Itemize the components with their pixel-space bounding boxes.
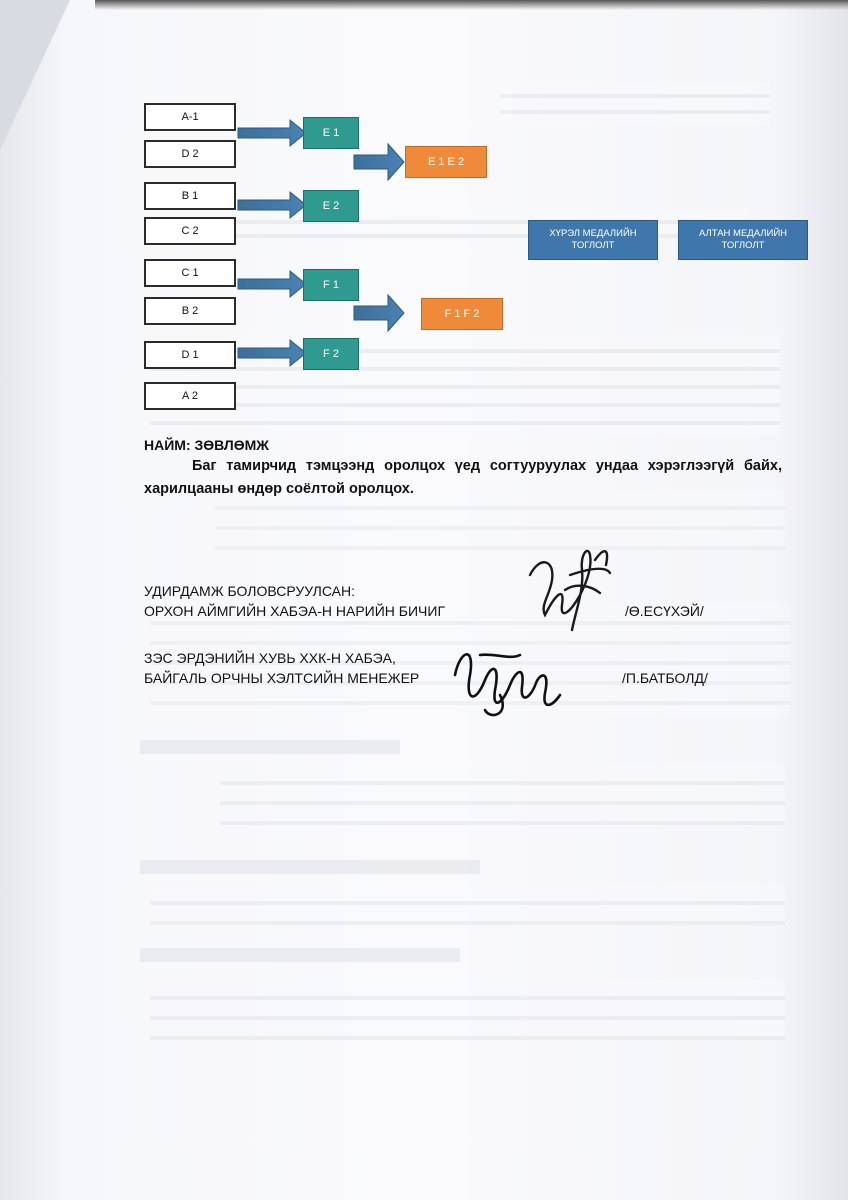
- bracket-box: C 2: [144, 217, 236, 245]
- gold-medal-box: АЛТАН МЕДАЛИЙН ТОГЛОЛТ: [678, 220, 808, 260]
- final-box: F 1 F 2: [421, 298, 503, 330]
- bracket-box: C 1: [144, 259, 236, 287]
- signatory-company: ЗЭС ЭРДЭНИЙН ХУВЬ ХХК-Н ХАБЭА,: [144, 650, 396, 666]
- bronze-medal-box: ХҮРЭЛ МЕДАЛИЙН ТОГЛОЛТ: [528, 220, 658, 260]
- semifinal-box: E 1: [303, 117, 359, 149]
- signature-label: УДИРДАМЖ БОЛОВСРУУЛСАН:: [144, 583, 356, 599]
- semifinal-box: F 1: [303, 269, 359, 301]
- signatory-name: /Ө.ЕСҮХЭЙ/: [625, 603, 704, 619]
- bracket-box: B 2: [144, 297, 236, 325]
- bracket-box: A 2: [144, 382, 236, 410]
- bracket-box: D 1: [144, 341, 236, 369]
- bracket-box: D 2: [144, 140, 236, 168]
- signatory-title: БАЙГАЛЬ ОРЧНЫ ХЭЛТСИЙН МЕНЕЖЕР: [144, 670, 420, 686]
- bracket-box: B 1: [144, 182, 236, 210]
- semifinal-box: E 2: [303, 190, 359, 222]
- handwritten-signature: [440, 625, 580, 725]
- signatory-title: ОРХОН АЙМГИЙН ХАБЭА-Н НАРИЙН БИЧИГ: [144, 603, 446, 619]
- signatory-name: /П.БАТБОЛД/: [622, 670, 708, 686]
- semifinal-box: F 2: [303, 338, 359, 370]
- bracket-box: А-1: [144, 103, 236, 131]
- final-box: E 1 E 2: [405, 146, 487, 178]
- section-heading: НАЙМ: ЗӨВЛӨМЖ: [144, 437, 269, 453]
- section-body: Баг тамирчид тэмцээнд оролцох үед согтууруулах ундаа хэрэглээгүй байх, харилцааны өндөр соёлтой оролцох.: [144, 458, 782, 497]
